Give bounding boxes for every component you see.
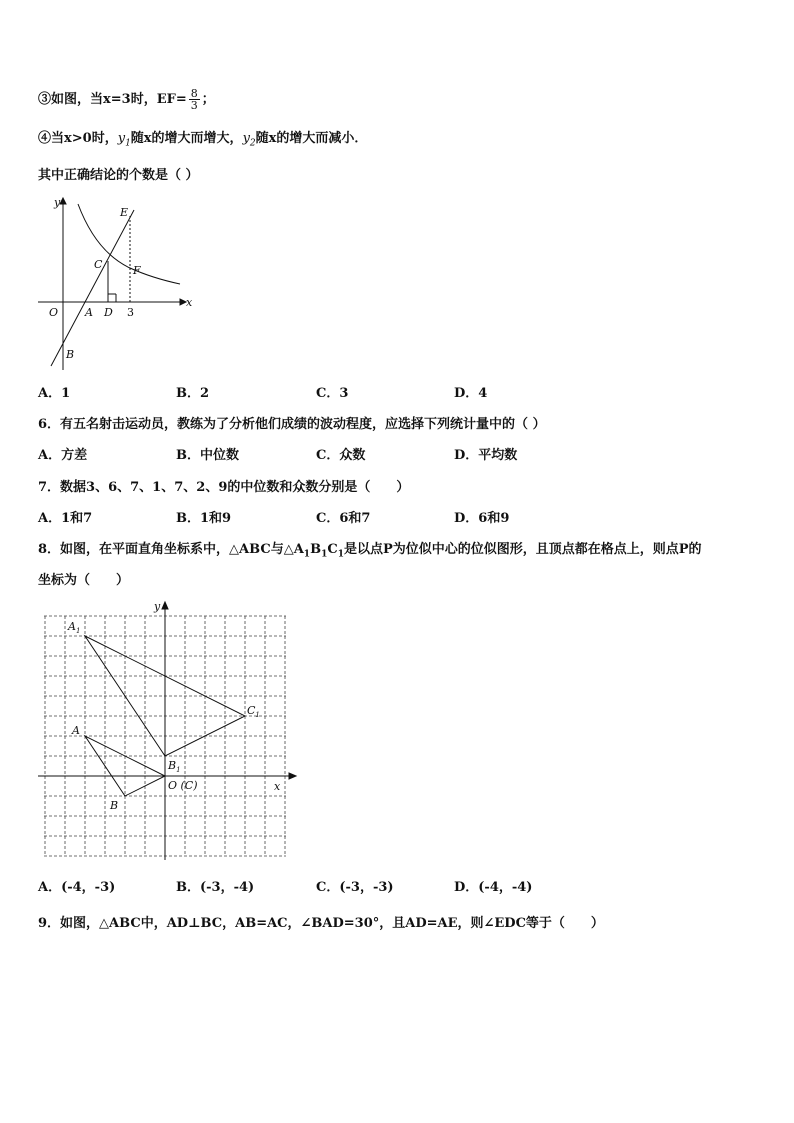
question-8-stem: 8．如图，在平面直角坐标系中，△ABC与$\triangle A_1B_1C_1$是以点P为位似中心的位似图形，且顶点都在格点上，则点P的	[38, 542, 702, 560]
label-O-C: O (C)	[168, 779, 198, 792]
q7-option-a[interactable]: A．1和7	[38, 511, 93, 526]
label-C: C	[94, 258, 103, 271]
label-A1: $A_1$	[68, 620, 81, 635]
label-A: A	[72, 724, 80, 737]
q5-option-a[interactable]: A．1	[38, 386, 71, 401]
label-D: D	[104, 306, 113, 319]
hyperbola-y2	[78, 204, 180, 284]
question-7-stem: 7．数据3、6、7、1、7、2、9的中位数和众数分别是（ ）	[38, 480, 410, 495]
label-y: y	[154, 600, 161, 613]
figure-coordinate-grid	[38, 600, 300, 862]
label-y: y	[54, 196, 61, 209]
label-E: E	[120, 206, 129, 219]
q6-option-d[interactable]: D．平均数	[454, 448, 518, 463]
question-9-stem: 9．如图，△ABC中，AD⊥BC，AB=AC，∠BAD=30°，且AD=AE，则∠EDC等于（ ）	[38, 916, 604, 931]
label-B1: $B_1$	[168, 759, 181, 774]
q6-option-a[interactable]: A．方差	[38, 448, 88, 463]
fraction-8-3: $\frac{8}{3}$	[190, 87, 198, 112]
statement-3: ③如图，当x=3时，EF= $\frac{8}{3}$ ；	[38, 87, 215, 112]
q5-option-d[interactable]: D．4	[454, 386, 488, 401]
question-5-prompt: 其中正确结论的个数是（ ）	[38, 168, 199, 183]
x-axis-arrow	[289, 773, 296, 779]
label-3: 3	[127, 306, 134, 319]
q8-option-b[interactable]: B．(-3，-4)	[176, 880, 255, 895]
question-6-stem: 6．有五名射击运动员，教练为了分析他们成绩的波动程度，应选择下列统计量中的（ ）	[38, 417, 546, 432]
label-C1: $C_1$	[247, 704, 260, 719]
q5-option-c[interactable]: C．3	[316, 386, 349, 401]
q7-option-b[interactable]: B．1和9	[176, 511, 232, 526]
statement-4: ④当x>0时，$y_1$随x的增大而增大，$y_2$随x的增大而减小．	[38, 131, 368, 149]
y-axis-arrow	[60, 198, 66, 204]
label-B: B	[66, 348, 75, 361]
q6-option-b[interactable]: B．中位数	[176, 448, 239, 463]
label-A: A	[85, 306, 93, 319]
label-F: F	[133, 264, 141, 277]
q5-option-b[interactable]: B．2	[176, 386, 210, 401]
label-x: x	[274, 780, 281, 793]
question-8-stem-2: 坐标为（ ）	[38, 573, 130, 588]
statement-3-text: ③如图，当x=3时，EF=	[38, 92, 187, 107]
q7-option-c[interactable]: C．6和7	[316, 511, 371, 526]
q8-option-a[interactable]: A．(-4，-3)	[38, 880, 116, 895]
q8-option-d[interactable]: D．(-4，-4)	[454, 880, 533, 895]
figure-function-graph	[34, 194, 204, 374]
y-axis-arrow	[162, 602, 168, 609]
label-B: B	[110, 799, 119, 812]
q8-option-c[interactable]: C．(-3，-3)	[316, 880, 394, 895]
label-x: x	[186, 296, 193, 309]
label-O: O	[49, 306, 59, 319]
q6-option-c[interactable]: C．众数	[316, 448, 366, 463]
q7-option-d[interactable]: D．6和9	[454, 511, 510, 526]
